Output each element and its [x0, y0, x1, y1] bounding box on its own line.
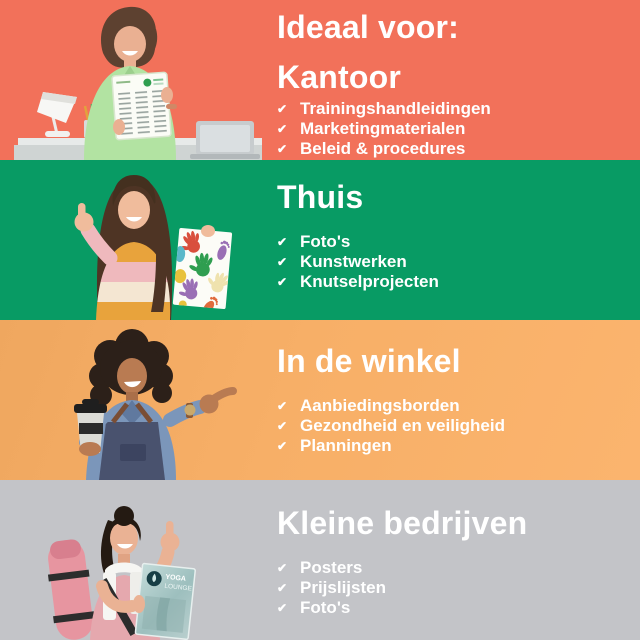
list-item-label: Aanbiedingsborden — [300, 396, 460, 415]
section-kantoor-text — [277, 0, 632, 160]
list-item-label: Knutselprojecten — [300, 272, 439, 291]
list-item — [277, 598, 632, 618]
list-item-label: Prijslijsten — [300, 578, 386, 597]
section-thuis — [0, 160, 640, 320]
list-item-label: Posters — [300, 558, 363, 577]
poster-title-line1: YOGA — [165, 573, 187, 583]
check-icon: ✔ — [277, 581, 288, 595]
list-item — [277, 99, 632, 119]
list-item — [277, 416, 632, 436]
list-item-label: Foto's — [300, 598, 351, 617]
page-title: Ideaal voor: — [277, 9, 460, 45]
section-winkel-text — [277, 320, 632, 480]
check-icon: ✔ — [277, 102, 288, 116]
check-icon: ✔ — [277, 399, 288, 413]
list-item-label: Gezondheid en veiligheid — [300, 416, 505, 435]
section-bedrijven-heading: Kleine bedrijven — [277, 505, 528, 541]
poster-title-line2: LOUNGE — [164, 582, 193, 593]
girl-artwork-illustration — [0, 160, 262, 320]
thuis-checklist — [277, 232, 632, 292]
list-item — [277, 436, 632, 456]
bedrijven-checklist — [277, 558, 632, 618]
list-item — [277, 139, 632, 159]
list-item — [277, 232, 632, 252]
section-kleine-bedrijven — [0, 480, 640, 640]
list-item — [277, 558, 632, 578]
list-item-label: Marketingmaterialen — [300, 119, 466, 138]
check-icon: ✔ — [277, 255, 288, 269]
section-in-de-winkel — [0, 320, 640, 480]
check-icon: ✔ — [277, 439, 288, 453]
office-woman-illustration — [0, 0, 262, 160]
list-item-label: Beleid & procedures — [300, 139, 466, 158]
check-icon: ✔ — [277, 142, 288, 156]
photo-barista-woman — [0, 320, 262, 480]
check-icon: ✔ — [277, 601, 288, 615]
winkel-checklist — [277, 396, 632, 456]
barista-illustration — [0, 320, 262, 480]
section-bedrijven-text — [277, 480, 632, 640]
list-item — [277, 119, 632, 139]
list-item-label: Trainingshandleidingen — [300, 99, 491, 118]
list-item-label: Kunstwerken — [300, 252, 407, 271]
list-item — [277, 578, 632, 598]
section-winkel-heading: In de winkel — [277, 343, 461, 379]
check-icon: ✔ — [277, 275, 288, 289]
section-kantoor — [0, 0, 640, 160]
list-item — [277, 272, 632, 292]
kantoor-checklist — [277, 99, 632, 159]
photo-girl-artwork — [0, 160, 262, 320]
photo-office-woman — [0, 0, 262, 160]
list-item-label: Foto's — [300, 232, 351, 251]
photo-yoga-woman — [0, 480, 262, 640]
check-icon: ✔ — [277, 561, 288, 575]
section-kantoor-heading: Kantoor — [277, 59, 402, 95]
check-icon: ✔ — [277, 122, 288, 136]
list-item — [277, 396, 632, 416]
section-thuis-heading: Thuis — [277, 179, 364, 215]
check-icon: ✔ — [277, 235, 288, 249]
yoga-woman-illustration — [0, 480, 262, 640]
list-item — [277, 252, 632, 272]
list-item-label: Planningen — [300, 436, 392, 455]
check-icon: ✔ — [277, 419, 288, 433]
section-thuis-text — [277, 160, 632, 320]
